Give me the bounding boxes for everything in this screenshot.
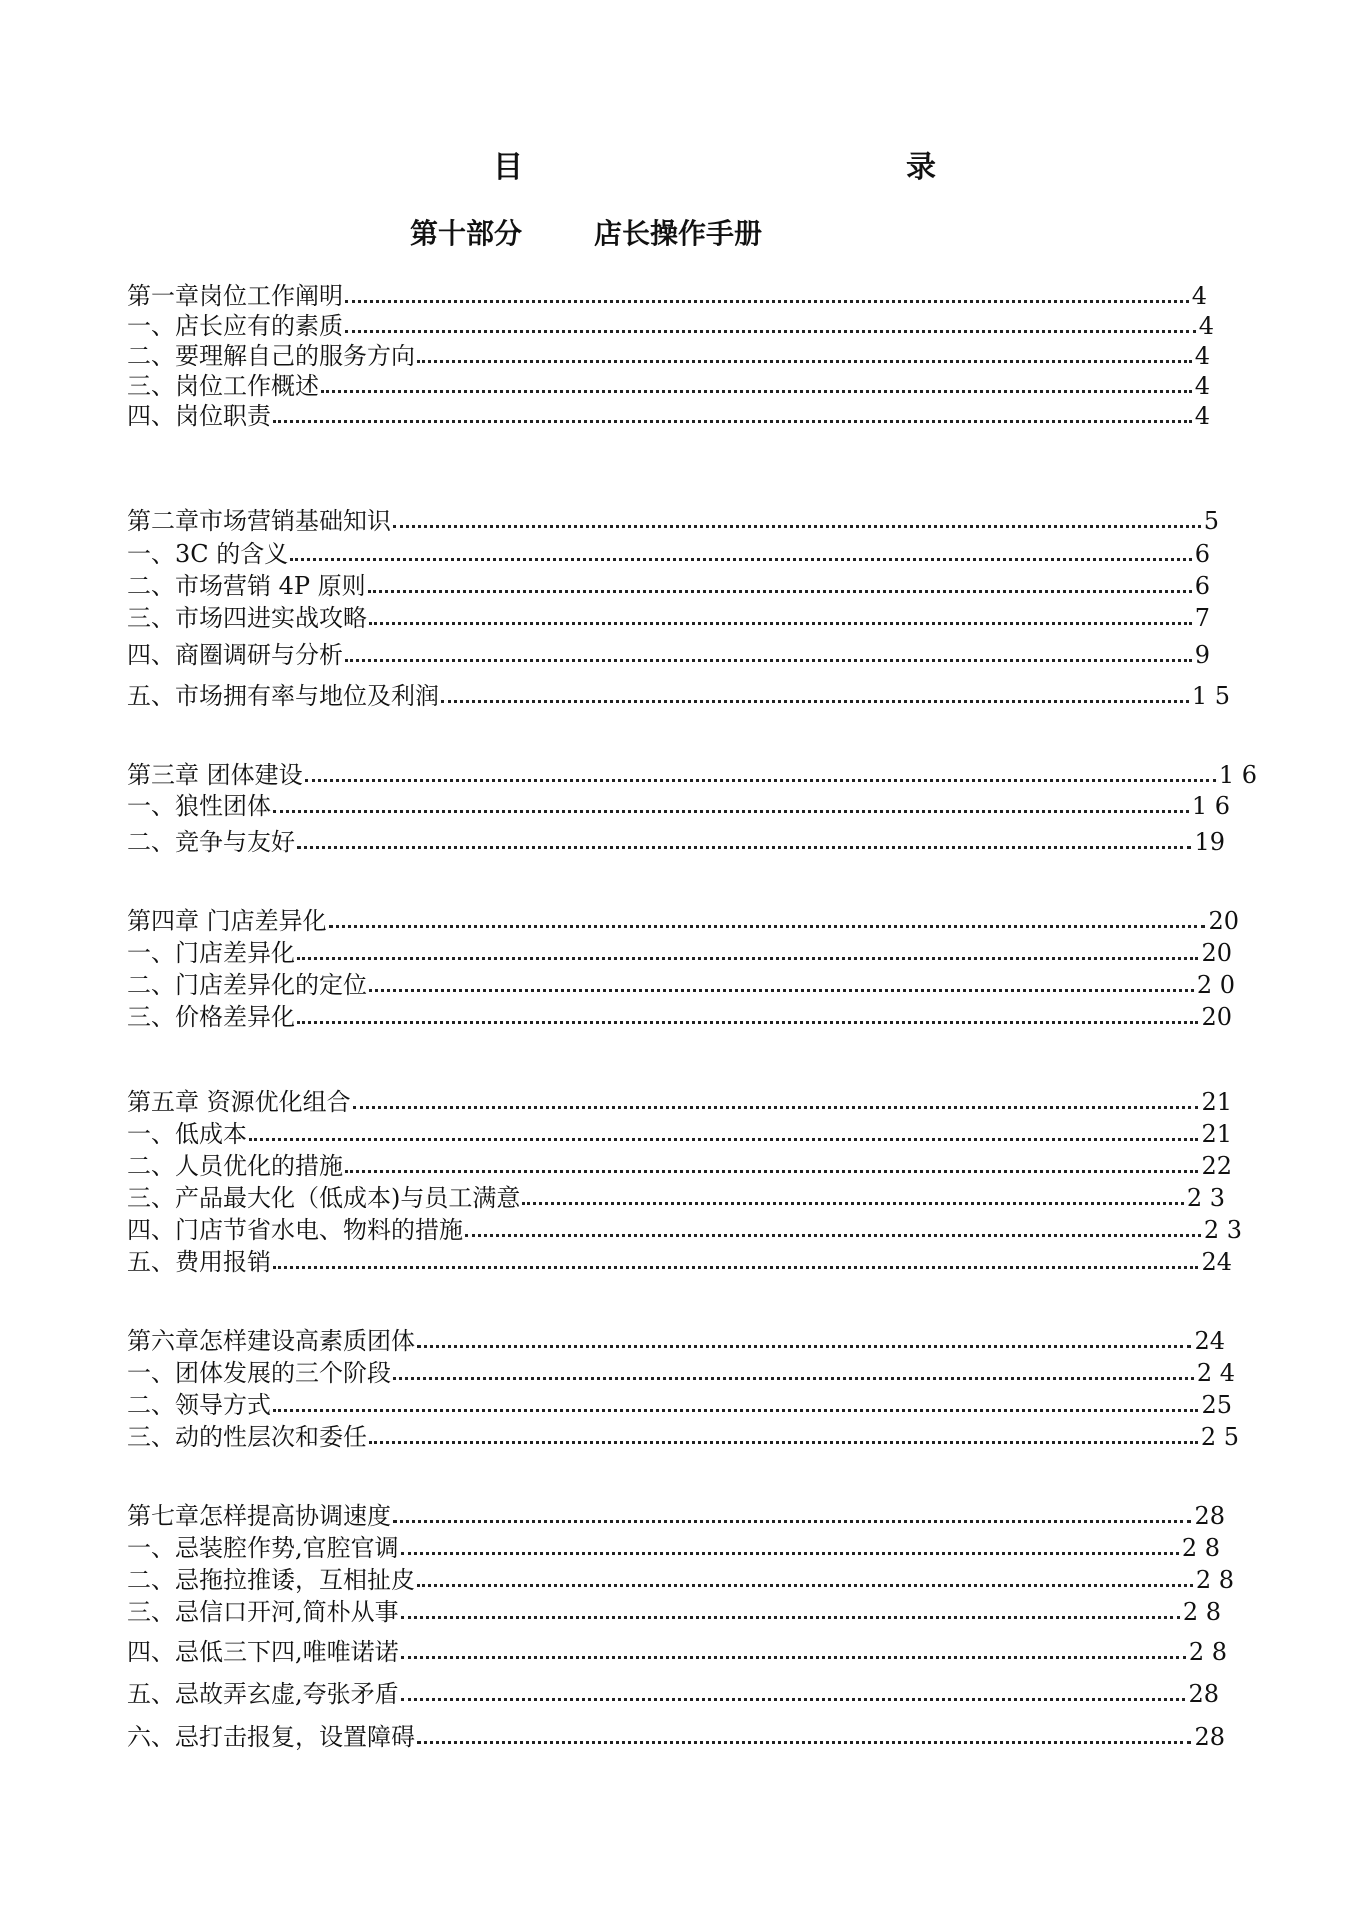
toc-entry [127,966,1235,1000]
toc-entry-page: 2 8 [1195,1566,1234,1594]
toc-entry-page: 2 3 [1203,1216,1242,1244]
toc-entry-label: 一、团体发展的三个阶段 [127,1359,391,1387]
toc-entry-page: 2 3 [1186,1184,1225,1212]
toc-leader-dots [417,360,1192,363]
toc-leader-dots [249,1138,1198,1141]
toc-entry [127,1147,1232,1181]
toc-entry-label: 四、岗位职责 [127,402,271,430]
toc-entry [127,1083,1232,1117]
toc-entry-page: 5 [1203,507,1219,535]
toc-entry-page: 4 [1194,402,1210,430]
toc-leader-dots [273,420,1192,423]
toc-entry-page: 20 [1208,907,1239,935]
toc-entry-label: 三、市场四进实战攻略 [127,604,367,632]
toc-leader-dots [522,1202,1183,1205]
toc-entry-label: 二、人员优化的措施 [127,1152,343,1180]
toc-leader-dots [273,1409,1198,1412]
title-char-1: 目 [493,150,523,185]
toc-leader-dots [401,1656,1186,1659]
toc-leader-dots [345,300,1189,303]
toc-entry [127,277,1207,311]
toc-leader-dots [273,810,1189,813]
toc-entry-label: 一、店长应有的素质 [127,312,343,340]
toc-entry-page: 28 [1188,1680,1219,1708]
toc-entry-page: 24 [1194,1327,1225,1355]
toc-entry-label: 一、低成本 [127,1120,247,1148]
toc-entry-page: 4 [1191,282,1207,310]
toc-entry-page: 6 [1194,572,1210,600]
toc-entry-page: 2 5 [1200,1423,1239,1451]
part-number: 第十部分 [410,217,523,250]
toc-entry-page: 7 [1194,604,1210,632]
toc-entry-label: 第二章市场营销基础知识 [127,507,391,535]
toc-entry [127,1497,1225,1531]
toc-entry-page: 21 [1201,1088,1232,1116]
toc-entry [127,502,1219,536]
toc-entry-page: 2 0 [1196,971,1235,999]
toc-entry [127,1386,1232,1420]
toc-entry [127,337,1210,371]
toc-entry [127,1633,1227,1667]
part-name: 店长操作手册 [594,217,763,250]
toc-entry [127,823,1225,857]
toc-entry-page: 1 6 [1218,761,1257,789]
toc-entry [127,1675,1219,1709]
toc-entry-label: 三、动的性层次和委任 [127,1423,367,1451]
toc-entry-label: 第七章怎样提高协调速度 [127,1502,391,1530]
toc-entry-label: 五、忌故弄玄虚,夸张矛盾 [127,1680,399,1708]
title-char-2: 录 [906,150,936,185]
toc-entry [127,1418,1239,1452]
toc-leader-dots [441,700,1189,703]
toc-leader-dots [465,1234,1201,1237]
toc-entry-page: 22 [1201,1152,1232,1180]
toc-leader-dots [297,957,1198,960]
toc-leader-dots [297,846,1191,849]
toc-entry-label: 一、忌装腔作势,官腔官调 [127,1534,399,1562]
toc-leader-dots [273,1266,1198,1269]
toc-entry-page: 19 [1194,828,1225,856]
toc-leader-dots [297,1021,1198,1024]
toc-entry-label: 五、费用报销 [127,1248,271,1276]
toc-entry-label: 第六章怎样建设高素质团体 [127,1327,415,1355]
toc-entry-label: 第一章岗位工作阐明 [127,282,343,310]
toc-entry-label: 二、竞争与友好 [127,828,295,856]
toc-leader-dots [369,989,1194,992]
toc-leader-dots [329,925,1206,928]
toc-entry-page: 2 4 [1196,1359,1235,1387]
toc-entry [127,397,1210,431]
toc-entry-label: 二、领导方式 [127,1391,271,1419]
toc-entry-label: 四、忌低三下四,唯唯诺诺 [127,1638,399,1666]
toc-entry [127,756,1257,790]
page-title [0,142,1360,185]
toc-entry-page: 4 [1194,342,1210,370]
toc-entry-page: 1 6 [1191,792,1230,820]
toc-entry [127,307,1214,341]
toc-entry [127,787,1230,821]
toc-leader-dots [345,330,1196,333]
toc-entry-page: 20 [1201,939,1232,967]
toc-entry-page: 4 [1198,312,1214,340]
toc-entry [127,1529,1220,1563]
toc-entry [127,367,1210,401]
toc-leader-dots [345,659,1192,662]
toc-entry [127,567,1210,601]
toc-entry [127,1322,1225,1356]
toc-entry-page: 25 [1201,1391,1232,1419]
toc-entry-label: 第三章 团体建设 [127,761,303,789]
toc-leader-dots [417,1584,1193,1587]
toc-entry-label: 五、市场拥有率与地位及利润 [127,682,439,710]
toc-entry [127,1115,1232,1149]
toc-entry-page: 9 [1194,641,1210,669]
toc-entry [127,535,1210,569]
toc-entry-page: 24 [1201,1248,1232,1276]
toc-entry [127,599,1210,633]
toc-leader-dots [369,1441,1198,1444]
toc-entry-label: 三、岗位工作概述 [127,372,319,400]
toc-leader-dots [417,1345,1191,1348]
toc-entry-page: 2 8 [1182,1598,1221,1626]
toc-leader-dots [393,1520,1191,1523]
toc-entry-label: 第五章 资源优化组合 [127,1088,351,1116]
toc-leader-dots [369,622,1192,625]
toc-leader-dots [345,1170,1198,1173]
toc-leader-dots [393,525,1201,528]
toc-entry [127,902,1239,936]
toc-entry-page: 21 [1201,1120,1232,1148]
toc-leader-dots [305,779,1216,782]
toc-entry [127,1243,1232,1277]
toc-leader-dots [353,1106,1199,1109]
toc-entry [127,998,1232,1032]
toc-entry-label: 一、3C 的含义 [127,540,289,568]
toc-entry-page: 28 [1194,1723,1225,1751]
toc-entry [127,1718,1225,1752]
toc-entry-label: 三、价格差异化 [127,1003,295,1031]
toc-entry-page: 20 [1201,1003,1232,1031]
toc-entry [127,1211,1242,1245]
toc-entry-label: 二、市场营销 4P 原则 [127,572,366,600]
part-heading [410,212,762,252]
toc-entry-label: 二、忌拖拉推诿，互相扯皮 [127,1566,415,1594]
toc-entry-label: 第四章 门店差异化 [127,907,327,935]
toc-entry-label: 六、忌打击报复，设置障碍 [127,1723,415,1751]
toc-entry-label: 二、要理解自己的服务方向 [127,342,415,370]
toc-entry [127,1593,1221,1627]
toc-leader-dots [290,558,1191,561]
toc-entry-label: 四、门店节省水电、物料的措施 [127,1216,463,1244]
toc-leader-dots [401,1552,1179,1555]
toc-entry [127,934,1232,968]
toc-entry-page: 4 [1194,372,1210,400]
toc-entry-page: 1 5 [1191,682,1230,710]
toc-leader-dots [393,1377,1194,1380]
toc-entry-page: 28 [1194,1502,1225,1530]
toc-entry [127,1561,1234,1595]
toc-entry-label: 一、狼性团体 [127,792,271,820]
toc-leader-dots [401,1616,1180,1619]
toc-entry [127,636,1210,670]
toc-leader-dots [417,1741,1191,1744]
toc-leader-dots [401,1698,1186,1701]
toc-entry-label: 三、产品最大化（低成本)与员工满意 [127,1184,521,1212]
toc-entry [127,677,1230,711]
toc-leader-dots [321,390,1192,393]
toc-entry-page: 2 8 [1181,1534,1220,1562]
toc-entry-label: 二、门店差异化的定位 [127,971,367,999]
toc-entry-label: 一、门店差异化 [127,939,295,967]
toc-entry [127,1179,1225,1213]
toc-entry-label: 四、商圈调研与分析 [127,641,343,669]
toc-entry [127,1354,1235,1388]
toc-entry-label: 三、忌信口开河,简朴从事 [127,1598,399,1626]
toc-leader-dots [368,590,1192,593]
toc-entry-page: 2 8 [1188,1638,1227,1666]
toc-entry-page: 6 [1194,540,1210,568]
